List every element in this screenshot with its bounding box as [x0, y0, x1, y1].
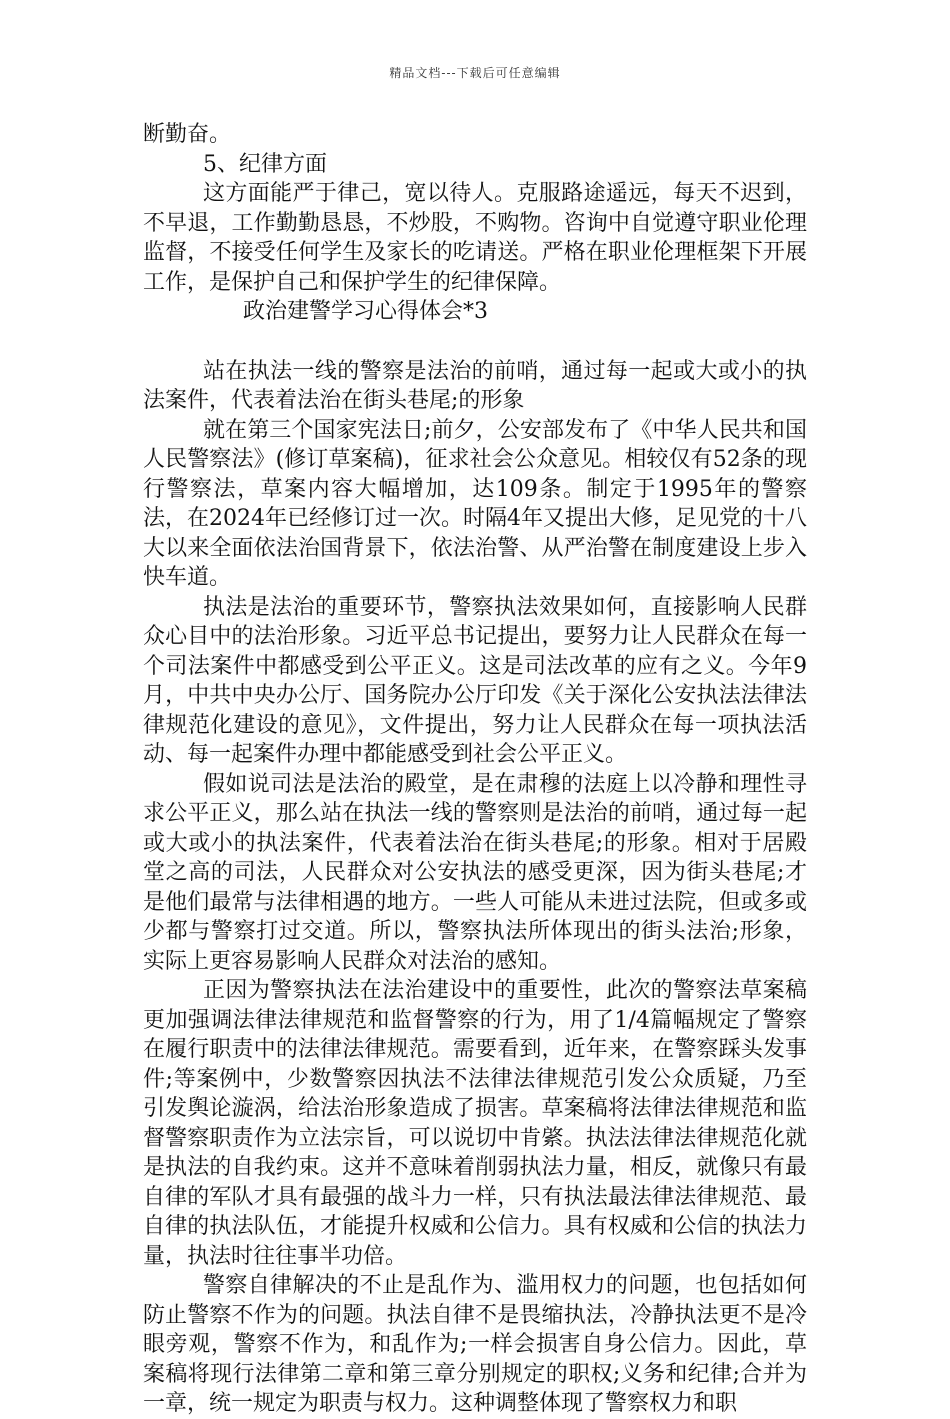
section-heading-discipline: 5、纪律方面: [203, 151, 327, 177]
paragraph-discipline: 这方面能严于律己，宽以待人。克服路途遥远，每天不迟到，不早退，工作勤勤恳恳，不炒股，不购物。咨询中自觉遵守职业伦理监督，不接受任何学生及家长的吃请送。严格在职业伦理框架下开展工作，是保护自己和保护学生的纪律保障。: [143, 181, 807, 295]
paragraph: 执法是法治的重要环节，警察执法效果如何，直接影响人民群众心目中的法治形象。习近平总书记提出，要努力让人民群众在每一个司法案件中都感受到公平正义。这是司法改革的应有之义。今年9月，中共中央办公厅、国务院办公厅印发《关于深化公安执法法律法律规范化建设的意见》，文件提出，努力让人民群众在每一项执法活动、每一起案件办理中都能感受到社会公平正义。: [143, 594, 807, 767]
paragraph: 站在执法一线的警察是法治的前哨，通过每一起或大或小的执法案件，代表着法治在街头巷尾;的形象: [143, 358, 807, 413]
page-header: 精品文档---下载后可任意编辑: [389, 66, 561, 80]
paragraph: 警察自律解决的不止是乱作为、滥用权力的问题，也包括如何防止警察不作为的问题。执法自律不是畏缩执法，冷静执法更不是冷眼旁观，警察不作为，和乱作为;一样会损害自身公信力。因此，草案稿将现行法律第二章和第三章分别规定的职权;义务和纪律;合并为一章，统一规定为职责与权力。这种调整体现了警察权力和职: [143, 1273, 807, 1416]
document-body: [143, 120, 807, 1419]
paragraph: 假如说司法是法治的殿堂，是在肃穆的法庭上以冷静和理性寻求公平正义，那么站在执法一线的警察则是法治的前哨，通过每一起或大或小的执法案件，代表着法治在街头巷尾;的形象。相对于居殿堂之高的司法，人民群众对公安执法的感受更深，因为街头巷尾;才是他们最常与法律相遇的地方。一些人可能从未进过法院，但或多或少都与警察打过交道。所以，警察执法所体现出的街头法治;形象，实际上更容易影响人民群众对法治的感知。: [143, 771, 807, 974]
paragraph-continuation: 断勤奋。: [143, 122, 232, 147]
paragraph: 正因为警察执法在法治建设中的重要性，此次的警察法草案稿更加强调法律法律规范和监督警察的行为，用了1/4篇幅规定了警察在履行职责中的法律法律规范。需要看到，近年来，在警察踩头发事件;等案例中，少数警察因执法不法律法律规范引发公众质疑，乃至引发舆论漩涡，给法治形象造成了损害。草案稿将法律法律规范和监督警察职责作为立法宗旨，可以说切中肯綮。执法法律法律规范化就是执法的自我约束。这并不意味着削弱执法力量，相反，就像只有最自律的军队才具有最强的战斗力一样，只有执法最法律法律规范、最自律的执法队伍，才能提升权威和公信力。具有权威和公信的执法力量，执法时往往事半功倍。: [143, 978, 807, 1269]
article-title: 政治建警学习心得体会*3: [243, 299, 488, 324]
paragraph: 就在第三个国家宪法日;前夕，公安部发布了《中华人民共和国人民警察法》(修订草案稿)，征求社会公众意见。相较仅有52条的现行警察法，草案内容大幅增加，达109条。制定于1995年的警察法，在2024年已经修订过一次。时隔4年又提出大修，足见党的十八大以来全面依法治国背景下，依法治警、从严治警在制度建设上步入快车道。: [143, 417, 807, 590]
